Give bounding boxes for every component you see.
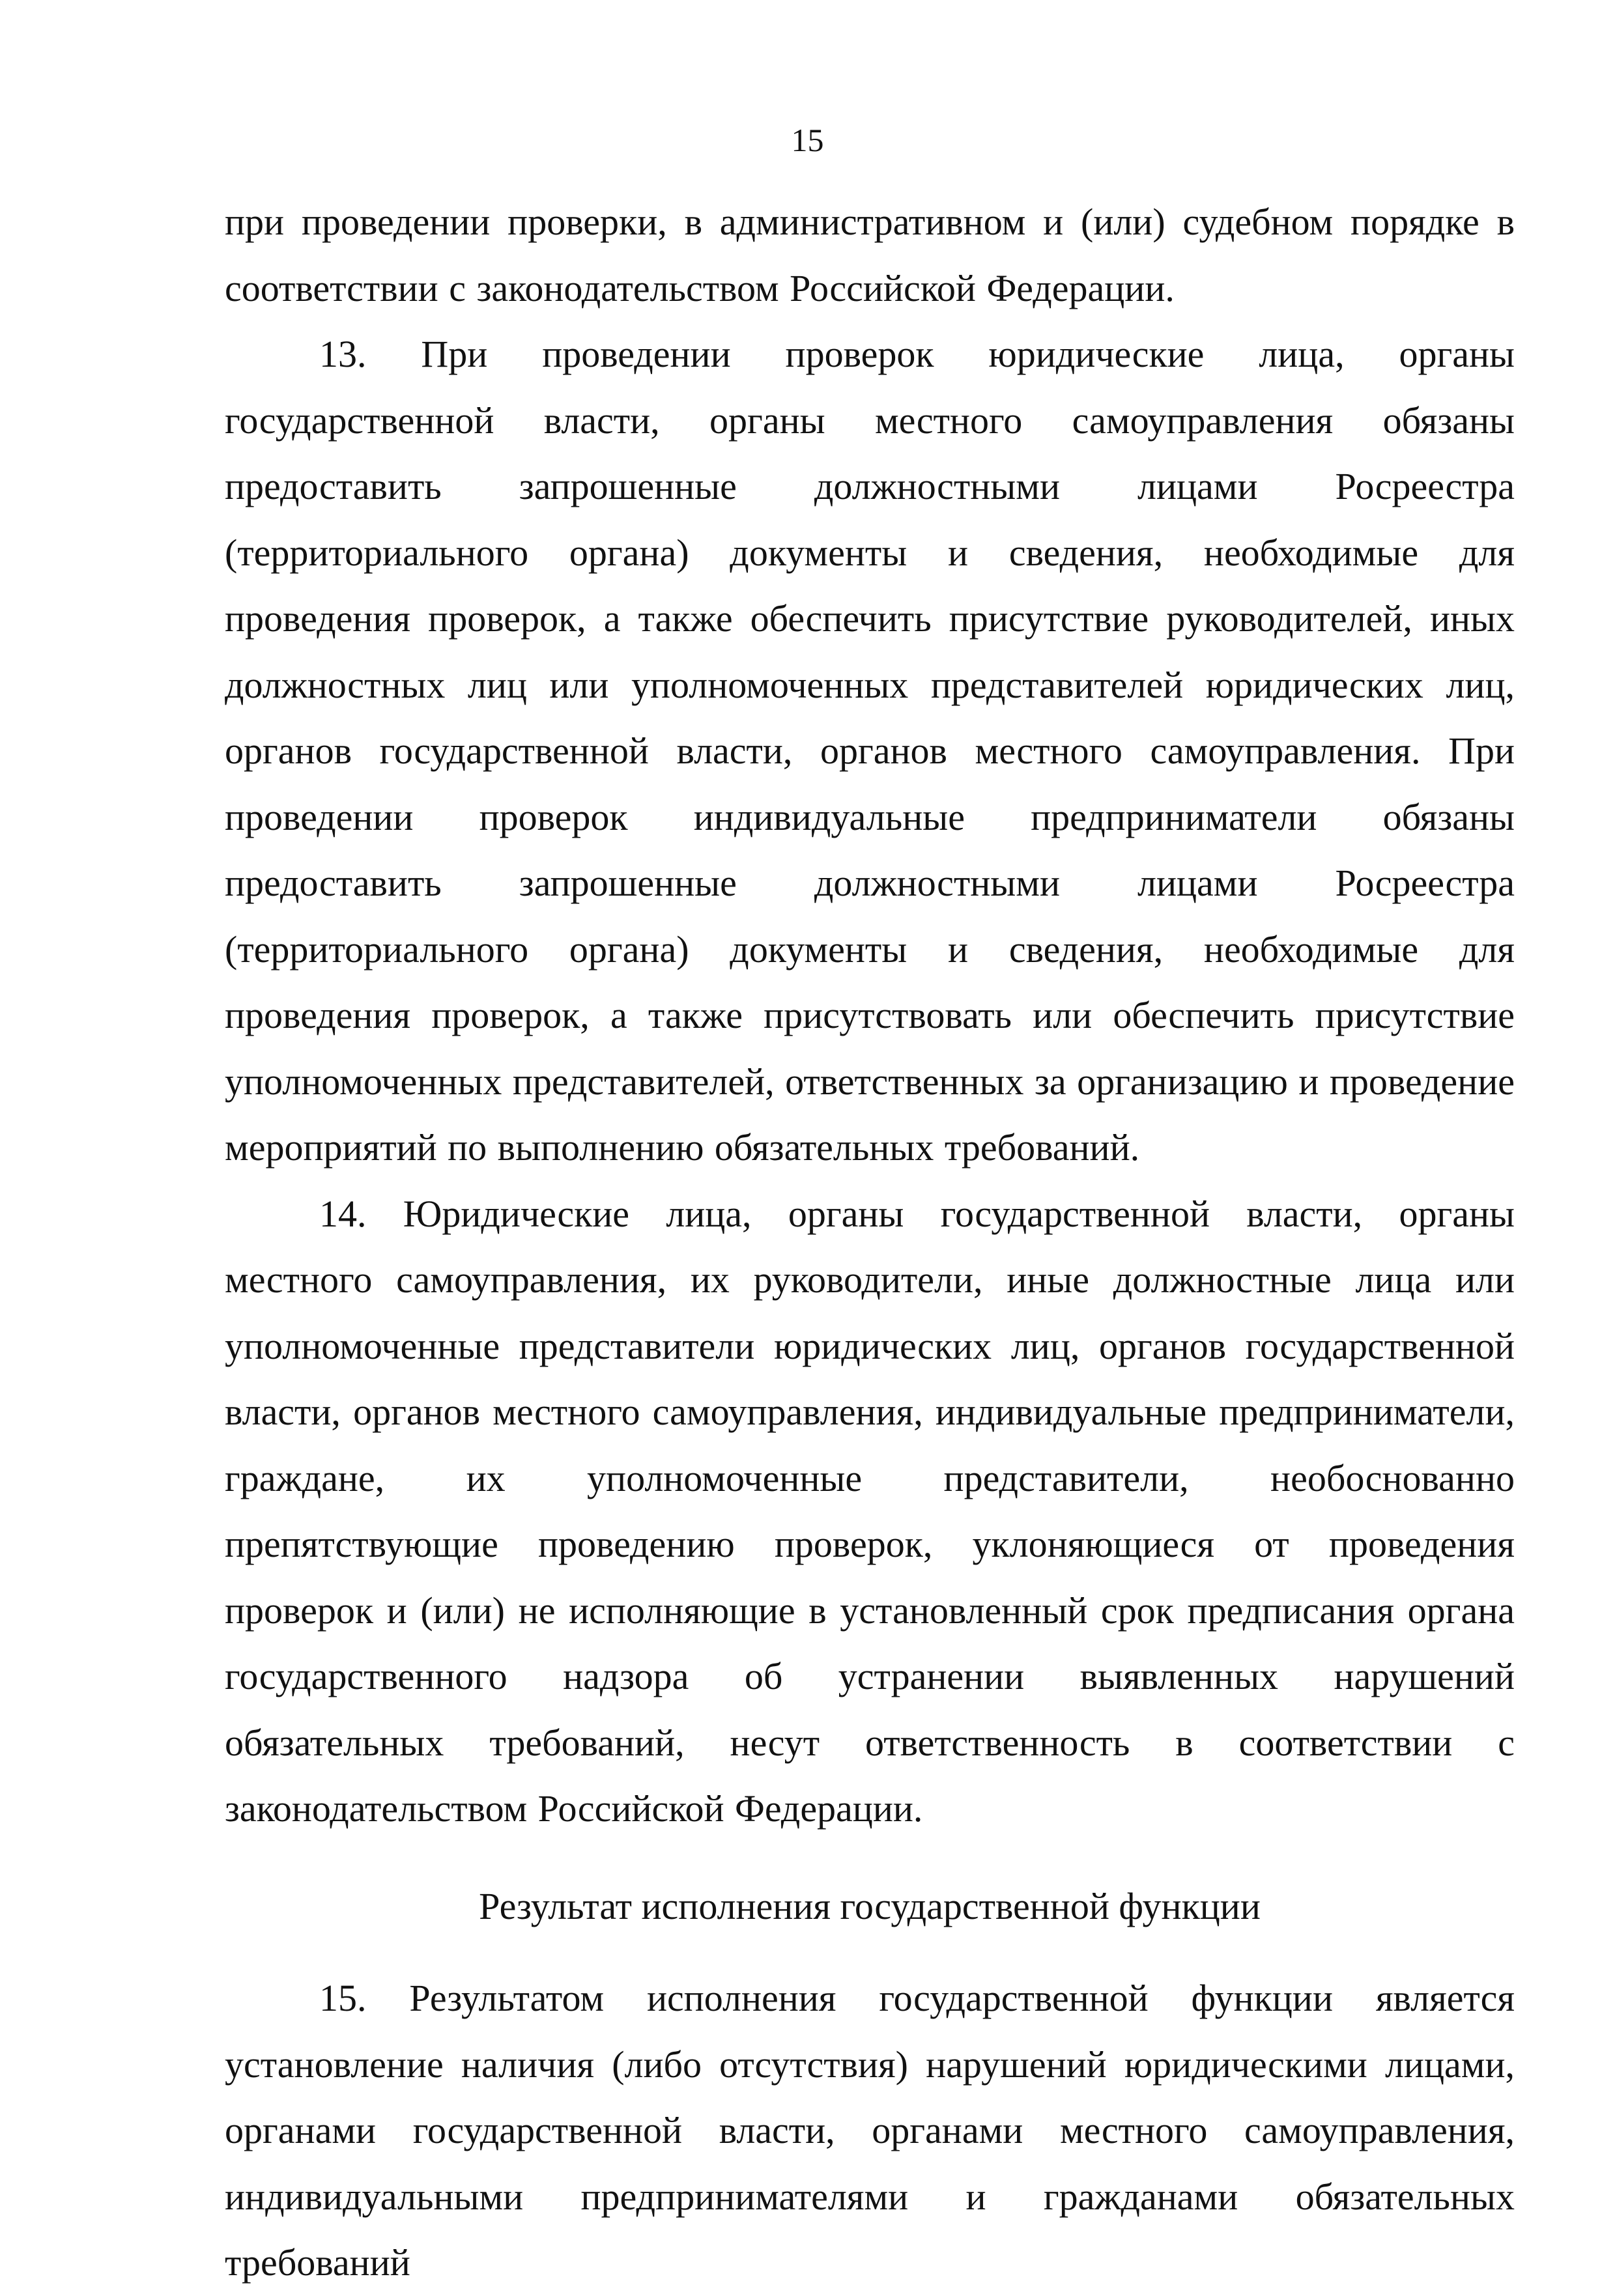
paragraph-13: 13. При проведении проверок юридические лица, органы государственной власти, органы местного самоуправления обязаны предоставить запрошенные должностными лицами Росреестра (территориального органа) документы и сведения, необходимые для проведения проверок, а также обеспечить присутствие руководителей, иных должностных лиц или уполномоченных представителей юридических лиц, органов государственной власти, органов местного самоуправления. При проведении проверок индивидуальные предприниматели обязаны предоставить запрошенные должностными лицами Росреестра (территориального органа) документы и сведения, необходимые для проведения проверок, а также присутствовать или обеспечить присутствие уполномоченных представителей, ответственных за организацию и проведение мероприятий по выполнению обязательных требований.	[225, 333, 1515, 1169]
paragraph-15: 15. Результатом исполнения государственной функции является установление наличия (либо отсутствия) нарушений юридическими лицами, органами государственной власти, органами местного самоуправления, индивидуальными предпринимателями и гражданами обязательных требований	[225, 1977, 1515, 2284]
document-body	[225, 189, 1515, 2296]
section-heading: Результат исполнения государственной функции	[479, 1884, 1261, 1927]
paragraph-continuation: при проведении проверки, в административном и (или) судебном порядке в соответствии с законодательством Российской Федерации.	[225, 201, 1515, 309]
paragraph-14: 14. Юридические лица, органы государственной власти, органы местного самоуправления, их руководители, иные должностные лица или уполномоченные представители юридических лиц, органов государственной власти, органов местного самоуправления, индивидуальные предприниматели, граждане, их уполномоченные представители, необоснованно препятствующие проведению проверок, уклоняющиеся от проведения проверок и (или) не исполняющие в установленный срок предписания органа государственного надзора об устранении выявленных нарушений обязательных требований, несут ответственность в соответствии с законодательством Российской Федерации.	[225, 1192, 1515, 1830]
page-number: 15	[791, 122, 824, 158]
